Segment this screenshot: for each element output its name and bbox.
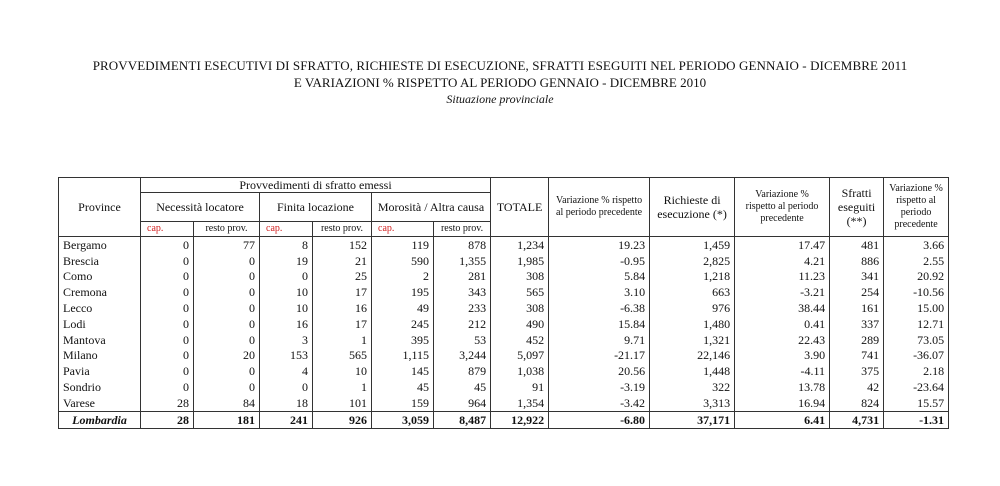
total-label-cell: Lombardia (59, 411, 141, 428)
value-cell: 161 (830, 300, 884, 316)
value-cell: 91 (491, 379, 549, 395)
value-cell: 878 (434, 237, 491, 253)
value-cell: 22,146 (650, 348, 735, 364)
value-cell: 159 (372, 395, 434, 411)
province-name-cell: Sondrio (59, 379, 141, 395)
value-cell: -23.64 (884, 379, 949, 395)
value-cell: 1,321 (650, 332, 735, 348)
value-cell: 195 (372, 284, 434, 300)
value-cell: 12.71 (884, 316, 949, 332)
value-cell: -4.11 (735, 363, 830, 379)
value-cell: 45 (372, 379, 434, 395)
value-cell: 663 (650, 284, 735, 300)
value-cell: 10 (313, 363, 372, 379)
value-cell: 879 (434, 363, 491, 379)
total-value-cell: -6.80 (549, 411, 650, 428)
value-cell: 0 (194, 363, 260, 379)
province-name-cell: Pavia (59, 363, 141, 379)
value-cell: 38.44 (735, 300, 830, 316)
report-title-line-2: E VARIAZIONI % RISPETTO AL PERIODO GENNAIO - DICEMBRE 2010 (293, 75, 707, 90)
value-cell: 15.00 (884, 300, 949, 316)
value-cell: 2.55 (884, 253, 949, 269)
table-row (59, 379, 949, 395)
value-cell: 101 (313, 395, 372, 411)
value-cell: 590 (372, 253, 434, 269)
total-value-cell: 4,731 (830, 411, 884, 428)
province-name-cell: Mantova (59, 332, 141, 348)
value-cell: 1,038 (491, 363, 549, 379)
value-cell: 9.71 (549, 332, 650, 348)
value-cell: 824 (830, 395, 884, 411)
col-header-morosita: Morosità / Altra causa (372, 193, 491, 222)
col-header-richieste: Richieste di esecuzione (*) (650, 178, 735, 237)
col-header-variazione-totale: Variazione % rispetto al periodo precedente (549, 178, 650, 237)
value-cell: 119 (372, 237, 434, 253)
eviction-data-table (58, 177, 949, 429)
value-cell: 0 (194, 379, 260, 395)
value-cell: 395 (372, 332, 434, 348)
province-name-cell: Lodi (59, 316, 141, 332)
value-cell: 254 (830, 284, 884, 300)
col-header-totale: TOTALE (491, 178, 549, 237)
value-cell: 886 (830, 253, 884, 269)
value-cell: 308 (491, 300, 549, 316)
value-cell: 0 (260, 269, 313, 285)
value-cell: 565 (313, 348, 372, 364)
value-cell: 1,355 (434, 253, 491, 269)
value-cell: 289 (830, 332, 884, 348)
col-subheader-resto: resto prov. (434, 222, 491, 237)
value-cell: -10.56 (884, 284, 949, 300)
value-cell: 20.56 (549, 363, 650, 379)
value-cell: 17 (313, 316, 372, 332)
value-cell: 0 (141, 316, 194, 332)
value-cell: -3.21 (735, 284, 830, 300)
value-cell: 0 (141, 379, 194, 395)
value-cell: 20 (194, 348, 260, 364)
total-value-cell: 241 (260, 411, 313, 428)
value-cell: 3.66 (884, 237, 949, 253)
value-cell: 42 (830, 379, 884, 395)
value-cell: 3,313 (650, 395, 735, 411)
value-cell: 212 (434, 316, 491, 332)
value-cell: 1,354 (491, 395, 549, 411)
value-cell: 0 (141, 348, 194, 364)
value-cell: 22.43 (735, 332, 830, 348)
col-subheader-cap: cap. (372, 222, 434, 237)
value-cell: 0 (141, 269, 194, 285)
report-subtitle: Situazione provinciale (446, 92, 554, 106)
value-cell: 10 (260, 284, 313, 300)
value-cell: 77 (194, 237, 260, 253)
value-cell: 4.21 (735, 253, 830, 269)
value-cell: 0 (141, 363, 194, 379)
value-cell: 15.57 (884, 395, 949, 411)
table-row (59, 363, 949, 379)
value-cell: 0 (194, 316, 260, 332)
col-subheader-resto: resto prov. (194, 222, 260, 237)
value-cell: 0 (194, 269, 260, 285)
value-cell: 2 (372, 269, 434, 285)
value-cell: 28 (141, 395, 194, 411)
value-cell: 0 (141, 237, 194, 253)
value-cell: 741 (830, 348, 884, 364)
table-row (59, 300, 949, 316)
value-cell: 20.92 (884, 269, 949, 285)
value-cell: 25 (313, 269, 372, 285)
value-cell: 5,097 (491, 348, 549, 364)
value-cell: 0 (141, 332, 194, 348)
total-value-cell: 8,487 (434, 411, 491, 428)
value-cell: 10 (260, 300, 313, 316)
value-cell: 17 (313, 284, 372, 300)
total-value-cell: 12,922 (491, 411, 549, 428)
col-header-sfratti: Sfratti eseguiti (**) (830, 178, 884, 237)
value-cell: 0 (194, 284, 260, 300)
value-cell: 1,218 (650, 269, 735, 285)
value-cell: 1,234 (491, 237, 549, 253)
value-cell: 16 (260, 316, 313, 332)
table-row (59, 237, 949, 253)
value-cell: 976 (650, 300, 735, 316)
value-cell: 11.23 (735, 269, 830, 285)
value-cell: 343 (434, 284, 491, 300)
value-cell: 5.84 (549, 269, 650, 285)
col-header-necessita: Necessità locatore (141, 193, 260, 222)
value-cell: 0 (141, 253, 194, 269)
province-name-cell: Cremona (59, 284, 141, 300)
total-value-cell: 3,059 (372, 411, 434, 428)
value-cell: 0 (194, 253, 260, 269)
value-cell: 375 (830, 363, 884, 379)
value-cell: 233 (434, 300, 491, 316)
value-cell: 18 (260, 395, 313, 411)
value-cell: 0 (141, 284, 194, 300)
value-cell: 0 (194, 300, 260, 316)
table-row (59, 284, 949, 300)
value-cell: 1,985 (491, 253, 549, 269)
report-title-line-1: PROVVEDIMENTI ESECUTIVI DI SFRATTO, RICHIESTE DI ESECUZIONE, SFRATTI ESEGUITI NEL PERIODO GENNAIO - DICEMBRE 2011 (92, 58, 908, 73)
total-row (59, 411, 949, 428)
value-cell: 73.05 (884, 332, 949, 348)
col-header-finita: Finita locazione (260, 193, 372, 222)
value-cell: 21 (313, 253, 372, 269)
value-cell: 3,244 (434, 348, 491, 364)
value-cell: 1,448 (650, 363, 735, 379)
province-name-cell: Milano (59, 348, 141, 364)
value-cell: 452 (491, 332, 549, 348)
value-cell: -3.42 (549, 395, 650, 411)
value-cell: 964 (434, 395, 491, 411)
table-row (59, 316, 949, 332)
col-header-variazione-sfratti: Variazione % rispetto al periodo precedente (884, 178, 949, 237)
table-row (59, 348, 949, 364)
table-body (59, 237, 949, 412)
value-cell: 145 (372, 363, 434, 379)
value-cell: 0 (194, 332, 260, 348)
province-name-cell: Bergamo (59, 237, 141, 253)
total-value-cell: 926 (313, 411, 372, 428)
value-cell: 0 (141, 300, 194, 316)
col-header-variazione-richieste: Variazione % rispetto al periodo precedente (735, 178, 830, 237)
value-cell: 8 (260, 237, 313, 253)
value-cell: 2,825 (650, 253, 735, 269)
total-value-cell: -1.31 (884, 411, 949, 428)
province-name-cell: Lecco (59, 300, 141, 316)
value-cell: 490 (491, 316, 549, 332)
value-cell: 4 (260, 363, 313, 379)
value-cell: -6.38 (549, 300, 650, 316)
value-cell: 337 (830, 316, 884, 332)
value-cell: 3.10 (549, 284, 650, 300)
value-cell: 281 (434, 269, 491, 285)
value-cell: 1 (313, 379, 372, 395)
total-value-cell: 181 (194, 411, 260, 428)
col-subheader-cap: cap. (260, 222, 313, 237)
value-cell: -0.95 (549, 253, 650, 269)
value-cell: -21.17 (549, 348, 650, 364)
table-row (59, 253, 949, 269)
value-cell: 84 (194, 395, 260, 411)
col-header-provvedimenti: Provvedimenti di sfratto emessi (141, 178, 491, 193)
value-cell: 3.90 (735, 348, 830, 364)
value-cell: 0.41 (735, 316, 830, 332)
value-cell: -3.19 (549, 379, 650, 395)
col-subheader-resto: resto prov. (313, 222, 372, 237)
value-cell: 1,480 (650, 316, 735, 332)
table-row (59, 332, 949, 348)
value-cell: 3 (260, 332, 313, 348)
value-cell: 16 (313, 300, 372, 316)
value-cell: 17.47 (735, 237, 830, 253)
value-cell: 19 (260, 253, 313, 269)
value-cell: 153 (260, 348, 313, 364)
value-cell: 481 (830, 237, 884, 253)
value-cell: 15.84 (549, 316, 650, 332)
value-cell: 2.18 (884, 363, 949, 379)
col-header-province: Province (59, 178, 141, 237)
value-cell: 341 (830, 269, 884, 285)
value-cell: 45 (434, 379, 491, 395)
value-cell: 565 (491, 284, 549, 300)
total-value-cell: 37,171 (650, 411, 735, 428)
value-cell: 1 (313, 332, 372, 348)
table-row (59, 269, 949, 285)
province-name-cell: Varese (59, 395, 141, 411)
table-row (59, 395, 949, 411)
total-value-cell: 6.41 (735, 411, 830, 428)
value-cell: 16.94 (735, 395, 830, 411)
value-cell: 19.23 (549, 237, 650, 253)
value-cell: 152 (313, 237, 372, 253)
value-cell: 0 (260, 379, 313, 395)
col-subheader-cap: cap. (141, 222, 194, 237)
value-cell: 13.78 (735, 379, 830, 395)
value-cell: 53 (434, 332, 491, 348)
value-cell: 49 (372, 300, 434, 316)
value-cell: 1,115 (372, 348, 434, 364)
province-name-cell: Brescia (59, 253, 141, 269)
value-cell: 1,459 (650, 237, 735, 253)
value-cell: 322 (650, 379, 735, 395)
value-cell: 245 (372, 316, 434, 332)
province-name-cell: Como (59, 269, 141, 285)
value-cell: 308 (491, 269, 549, 285)
value-cell: -36.07 (884, 348, 949, 364)
total-value-cell: 28 (141, 411, 194, 428)
